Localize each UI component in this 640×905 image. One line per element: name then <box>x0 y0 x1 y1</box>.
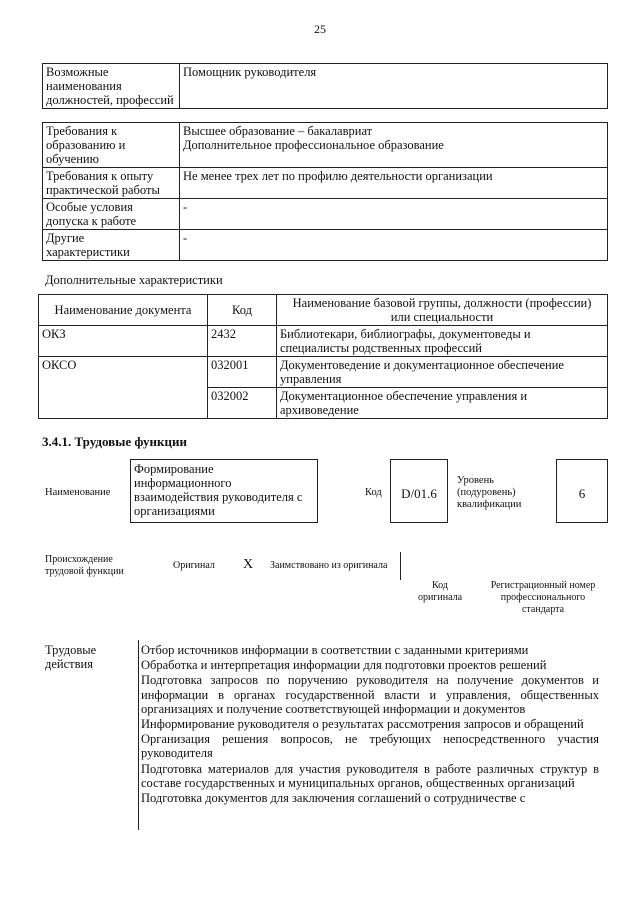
origin-label: Происхождение трудовой функции <box>45 554 124 577</box>
req-special-label: Особые условия допуска к работе <box>43 199 180 230</box>
requirements-table <box>42 122 608 261</box>
positions-table <box>42 63 608 109</box>
req-experience-label: Требования к опыту практической работы <box>43 168 180 199</box>
action-item: Обработка и интерпретация информации для подготовки проектов решений <box>141 658 547 673</box>
additional-table <box>38 294 608 419</box>
row-code: 032002 <box>208 388 277 419</box>
function-level-label: Уровень (подуровень) квалификации <box>457 475 522 510</box>
function-level-value: 6 <box>556 459 608 523</box>
origin-borrowed: Заимствовано из оригинала <box>270 560 388 571</box>
origin-code-caption: Код оригинала <box>417 580 463 603</box>
action-item: Подготовка документов для заключения соглашений о сотрудничестве с <box>141 791 526 806</box>
action-item: Подготовка материалов для участия руководителя в работе различных структур в составе государственных и муниципальных органов, общественных организаций <box>141 761 599 790</box>
origin-reg-caption: Регистрационный номер профессионального стандарта <box>490 580 596 615</box>
function-code-label: Код <box>365 487 382 498</box>
req-experience-value: Не менее трех лет по профилю деятельности организации <box>180 168 608 199</box>
req-education-label: Требования к образованию и обучению <box>43 123 180 168</box>
req-other-value: - <box>180 230 608 261</box>
origin-original: Оригинал <box>173 560 215 571</box>
origin-divider <box>400 552 401 580</box>
positions-value: Помощник руководителя <box>180 64 608 109</box>
actions-left-border <box>138 640 139 830</box>
action-item: Организация решения вопросов, не требующих непосредственного участия руководителя <box>141 732 599 761</box>
row-name: Документоведение и документационное обеспечение управления <box>277 357 608 388</box>
header-group-name: Наименование базовой группы, должности (профессии) или специальности <box>277 295 608 326</box>
function-name-value: Формирование информационного взаимодействия руководителя с организациями <box>130 459 318 523</box>
row-doc: ОКСО <box>39 357 208 419</box>
section-title: 3.4.1. Трудовые функции <box>42 434 187 449</box>
actions-label: Трудовые действия <box>45 643 97 671</box>
header-doc-name: Наименование документа <box>39 295 208 326</box>
req-other-label: Другие характеристики <box>43 230 180 261</box>
function-name-label: Наименование <box>45 487 111 498</box>
header-code: Код <box>208 295 277 326</box>
row-doc: ОКЗ <box>39 326 208 357</box>
row-name: Библиотекари, библиографы, документоведы и специалисты родственных профессий <box>277 326 608 357</box>
actions-list <box>141 643 599 806</box>
row-code: 2432 <box>208 326 277 357</box>
row-code: 032001 <box>208 357 277 388</box>
action-item: Отбор источников информации в соответствии с заданными критериями <box>141 643 529 657</box>
page-number: 25 <box>314 22 326 36</box>
positions-label: Возможные наименования должностей, профессий <box>43 64 180 109</box>
action-item: Информирование руководителя о результатах рассмотрения запросов и обращений <box>141 717 584 732</box>
origin-mark: X <box>243 557 254 572</box>
row-name: Документационное обеспечение управления и архивоведение <box>277 388 608 419</box>
additional-title: Дополнительные характеристики <box>45 273 223 287</box>
req-education-value: Высшее образование – бакалавриат Дополнительное профессиональное образование <box>180 123 608 168</box>
function-code-value: D/01.6 <box>390 459 448 523</box>
req-special-value: - <box>180 199 608 230</box>
action-item: Подготовка запросов по поручению руководителя на получение документов и информации в органах государственной власти и управления, общественных организациях и получение соответствующей информации и документов <box>141 673 599 716</box>
